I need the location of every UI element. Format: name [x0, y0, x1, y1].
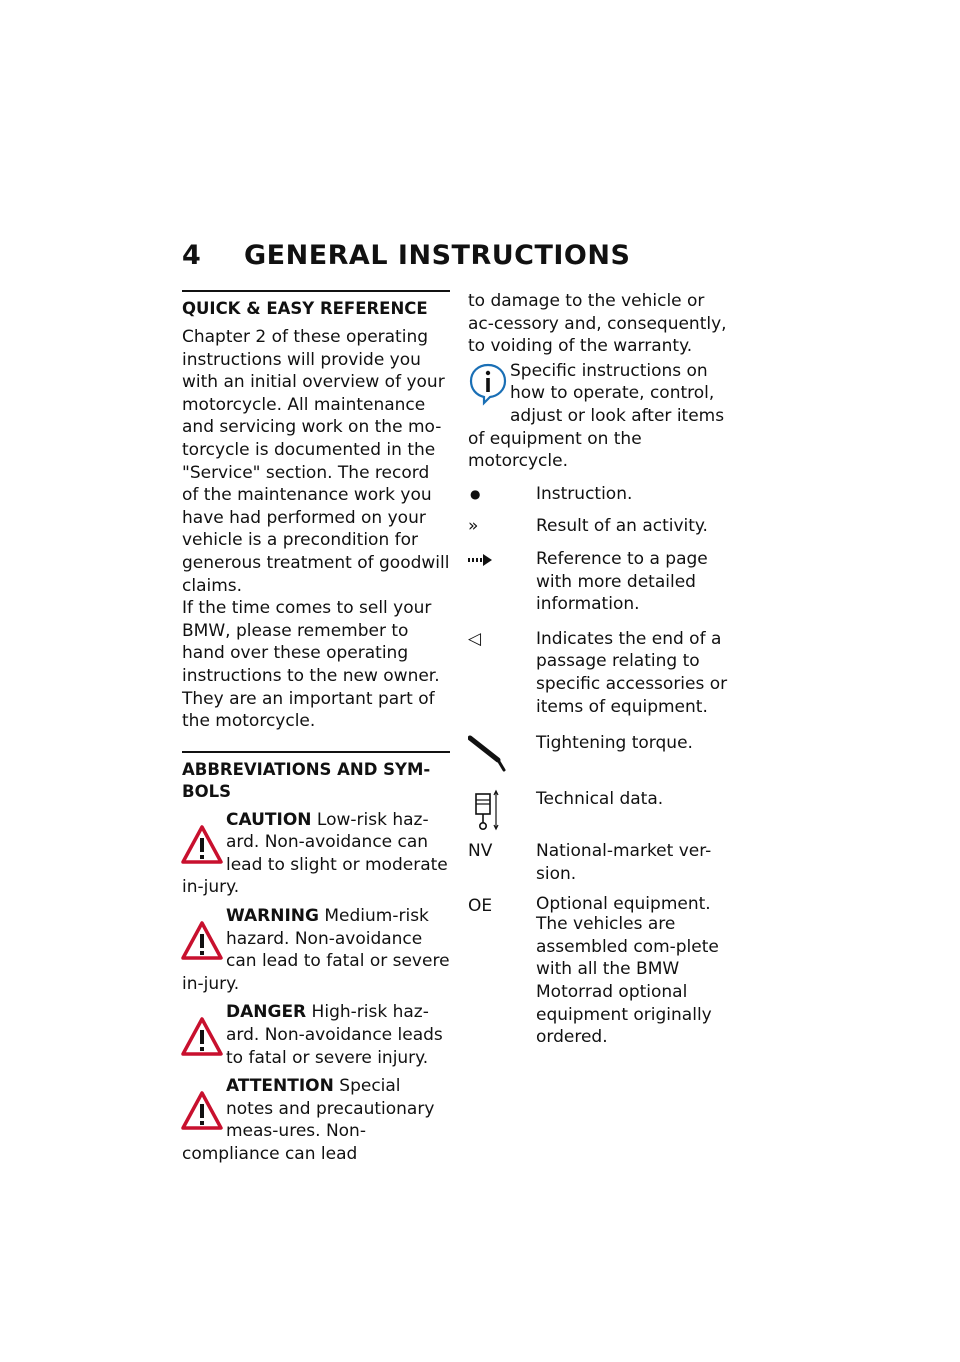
- right-column: [468, 290, 730, 1049]
- warning-triangle-icon: [180, 823, 224, 867]
- page-reference-arrow-icon: [468, 551, 494, 569]
- danger-notice: [182, 1001, 450, 1069]
- oe-description: The vehicles are assembled com-plete with all the BMW Motorrad optional equipment originally ordered.: [536, 914, 719, 1048]
- end-of-passage-icon: ◁: [468, 628, 482, 649]
- symbol-list: [468, 483, 730, 1049]
- symbol-description: Technical data.: [536, 789, 664, 810]
- symbol-description: Optional equipment.: [536, 894, 711, 915]
- result-icon: »: [468, 516, 479, 537]
- chapter-title-text: GENERAL INSTRUCTIONS: [244, 240, 631, 271]
- warning-triangle-icon: [180, 1089, 224, 1133]
- chapter-title: [182, 240, 630, 271]
- warning-triangle-icon: [180, 919, 224, 963]
- caution-text: Low-risk haz-ard. Non-avoidance can lead to slight or moderate in-jury.: [182, 809, 448, 898]
- symbol-description: Indicates the end of a passage relating to specific accessories or items of equipment.: [536, 628, 728, 717]
- quick-reference-heading: QUICK & EASY REFERENCE: [182, 299, 428, 318]
- section-rule: [182, 751, 450, 753]
- symbol-description: National-market ver-sion.: [536, 841, 712, 884]
- attention-notice: [182, 1075, 450, 1165]
- symbol-row-end-of-passage: [468, 628, 730, 718]
- caution-label: CAUTION: [226, 809, 312, 830]
- bullet-icon: ●: [470, 486, 481, 501]
- attention-text: Special notes and precautionary meas-ures. Non-compliance can lead: [182, 1076, 435, 1164]
- attention-continued: to damage to the vehicle or ac-cessory and, consequently, to voiding of the warranty.: [468, 291, 727, 357]
- abbreviations-heading: ABBREVIATIONS AND SYM-BOLS: [182, 759, 431, 801]
- chapter-number: 4: [182, 240, 202, 271]
- danger-label: DANGER: [226, 1002, 307, 1023]
- symbol-description: Result of an activity.: [536, 516, 708, 537]
- nv-abbreviation: NV: [468, 841, 493, 862]
- symbol-row-instruction: [468, 483, 730, 506]
- info-text: Specific instructions on how to operate, control, adjust or look after items of equipment on the motorcycle.: [468, 360, 725, 472]
- warning-notice: [182, 905, 450, 995]
- quick-reference-paragraph-2: If the time comes to sell your BMW, please remember to hand over these operating instructions to the new owner. They are an important part of the motorcycle.: [182, 598, 440, 732]
- symbol-row-page-reference: [468, 548, 730, 616]
- technical-data-icon: [468, 788, 508, 832]
- symbol-row-torque: [468, 732, 730, 772]
- symbol-description: Tightening torque.: [536, 733, 693, 754]
- info-notice: [468, 360, 730, 473]
- symbol-row-nv: [468, 840, 730, 885]
- section-rule: [182, 290, 450, 292]
- warning-triangle-icon: [180, 1015, 224, 1059]
- symbol-row-oe: [468, 895, 730, 1049]
- info-icon: [468, 362, 508, 406]
- quick-reference-paragraph-1: Chapter 2 of these operating instructions will provide you with an initial overview of your motorcycle. All maintenance and servicing work on the mo-torcycle is documented in the "Service" section. The record of the maintenance work you have had performed on your vehicle is a precondition for generous treatment of goodwill claims.: [182, 327, 450, 596]
- danger-text: High-risk haz-ard. Non-avoidance leads to fatal or severe injury.: [226, 1002, 443, 1068]
- symbol-row-technical-data: [468, 788, 730, 832]
- symbol-description: Instruction.: [536, 483, 633, 504]
- torque-wrench-icon: [468, 732, 508, 772]
- attention-label: ATTENTION: [226, 1076, 334, 1097]
- caution-notice: [182, 809, 450, 899]
- warning-text: Medium-risk hazard. Non-avoidance can lead to fatal or severe in-jury.: [182, 906, 450, 994]
- warning-label: WARNING: [226, 906, 319, 927]
- oe-abbreviation: OE: [468, 896, 493, 917]
- left-column: [182, 290, 450, 1166]
- symbol-description: Reference to a page with more detailed information.: [536, 548, 708, 615]
- symbol-row-result: [468, 515, 730, 538]
